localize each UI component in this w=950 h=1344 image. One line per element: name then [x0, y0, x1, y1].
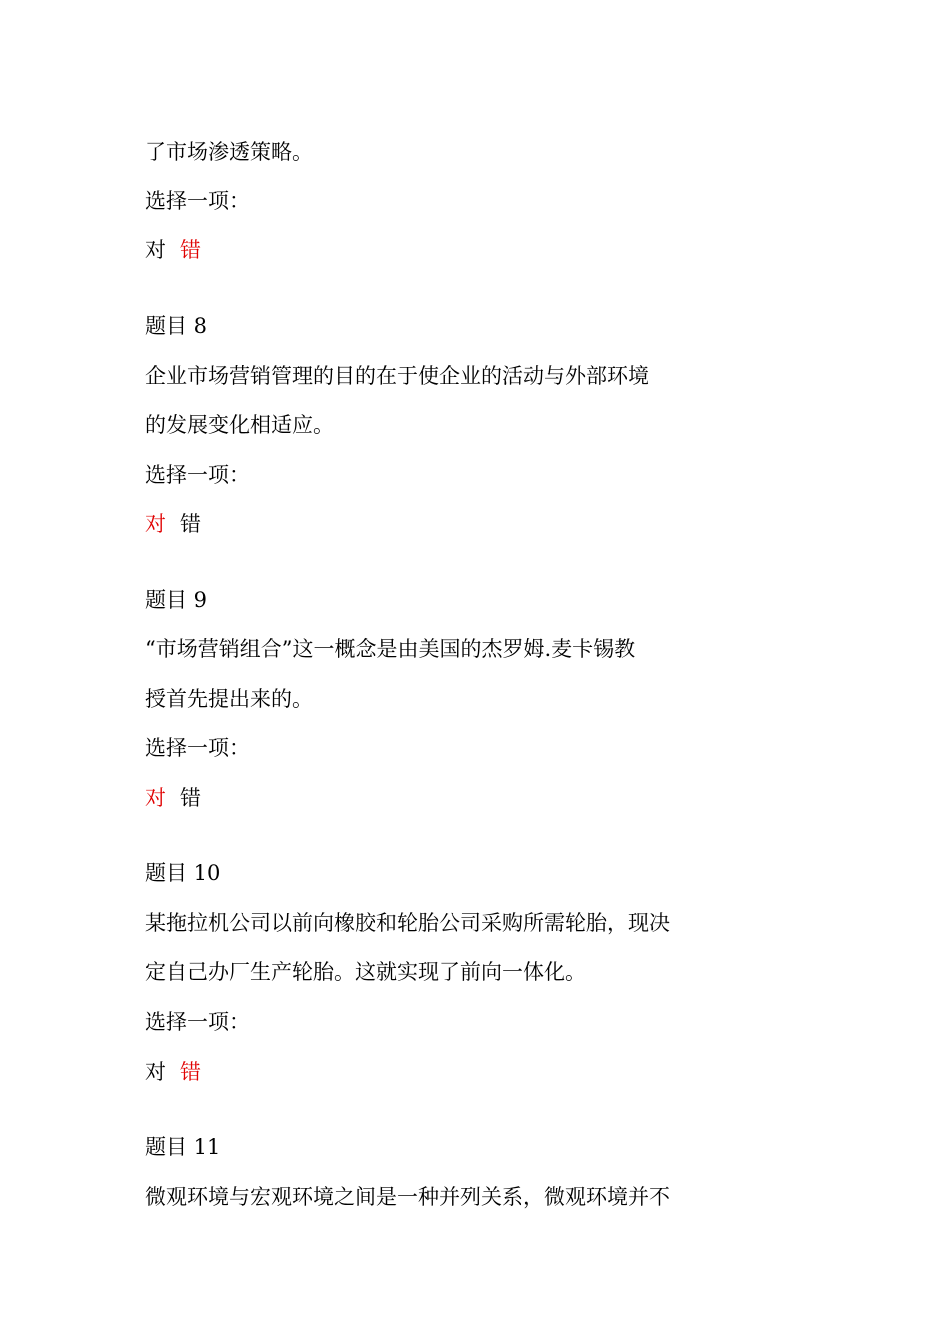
q8-text-line2: 的发展变化相适应。: [145, 413, 334, 437]
q8-options: [145, 509, 201, 539]
q8-option-true[interactable]: 对: [145, 512, 166, 536]
q8-title: 题目 8: [145, 314, 208, 338]
intro-option-true[interactable]: 对: [145, 238, 166, 262]
q8-choice-prompt: 选择一项：: [145, 463, 250, 487]
q9-options: [145, 783, 201, 813]
intro-options: [145, 235, 201, 265]
q9-text-line1: “市场营销组合”这一概念是由美国的杰罗姆.麦卡锡教: [145, 637, 636, 661]
intro-option-false[interactable]: 错: [180, 238, 201, 262]
q9-option-true[interactable]: 对: [145, 786, 166, 810]
q10-text-line1: 某拖拉机公司以前向橡胶和轮胎公司采购所需轮胎，现决: [145, 911, 670, 935]
q10-choice-prompt: 选择一项：: [145, 1010, 250, 1034]
q9-text-line2: 授首先提出来的。: [145, 687, 313, 711]
q10-title: 题目 10: [145, 861, 221, 885]
q10-options: [145, 1057, 201, 1087]
q8-text-line1: 企业市场营销管理的目的在于使企业的活动与外部环境: [145, 364, 649, 388]
q9-option-false[interactable]: 错: [180, 786, 201, 810]
q10-option-true[interactable]: 对: [145, 1060, 166, 1084]
q10-text-line2: 定自己办厂生产轮胎。这就实现了前向一体化。: [145, 960, 586, 984]
q9-title: 题目 9: [145, 588, 208, 612]
intro-question-tail: 了市场渗透策略。: [145, 140, 313, 164]
q9-choice-prompt: 选择一项：: [145, 736, 250, 760]
q11-title: 题目 11: [145, 1135, 221, 1159]
q8-option-false[interactable]: 错: [180, 512, 201, 536]
intro-choice-prompt: 选择一项：: [145, 189, 250, 213]
q11-text-line1: 微观环境与宏观环境之间是一种并列关系，微观环境并不: [145, 1185, 670, 1209]
q10-option-false[interactable]: 错: [180, 1060, 201, 1084]
